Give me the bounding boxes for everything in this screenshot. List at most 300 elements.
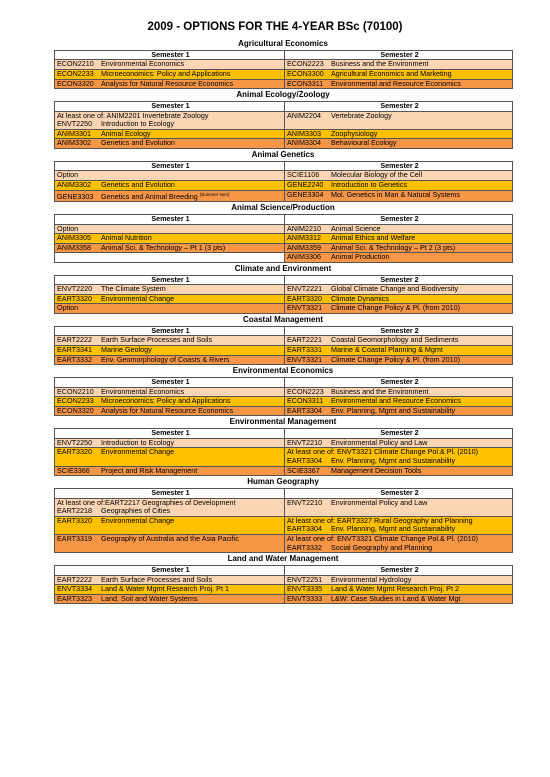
course-line	[57, 70, 284, 79]
course-title: Project and Risk Management	[101, 466, 198, 475]
course-line	[287, 336, 512, 345]
options-content	[54, 38, 512, 604]
course-code: ENVT2210	[287, 438, 323, 447]
semester-1-cell	[55, 498, 285, 516]
course-line	[287, 595, 512, 604]
section-table	[54, 275, 513, 314]
course-line	[287, 388, 512, 397]
course-line	[287, 171, 512, 180]
course-code: ENVT3335	[287, 584, 323, 594]
table-row	[55, 498, 513, 516]
table-row	[55, 594, 513, 604]
course-title: Env. Planning, Mgmt and Sustainability	[331, 455, 456, 465]
semester-2-cell	[285, 224, 513, 234]
course-title: Env. Planning, Mgmt and Sustainability	[331, 406, 456, 415]
course-title: Environmental Change	[101, 447, 175, 457]
course-title: Environmental Economics	[101, 59, 185, 69]
semester-2-cell	[285, 253, 513, 263]
table-row	[55, 438, 513, 448]
course-line	[57, 181, 284, 190]
course-title: Microeconomics: Policy and Applications	[101, 69, 231, 78]
semester-1-header: Semester 1	[55, 214, 285, 224]
course-code: ENVT2250	[57, 438, 93, 447]
course-title: Land, Soil and Water Systems	[101, 594, 198, 603]
semester-1-cell	[55, 406, 285, 416]
semester-2-header: Semester 2	[285, 378, 513, 388]
semester-2-header: Semester 2	[285, 101, 513, 111]
course-title: Environmental Change	[101, 516, 175, 525]
semester-2-header: Semester 2	[285, 565, 513, 575]
course-line	[287, 295, 512, 304]
course-code: EART3320	[57, 447, 93, 457]
semester-1-cell	[55, 534, 285, 552]
table-row	[55, 224, 513, 234]
course-title: Animal Production	[331, 252, 390, 262]
semester-2-cell	[285, 139, 513, 149]
table-header-row	[55, 101, 513, 111]
semester-1-cell	[55, 336, 285, 346]
course-title: Mol. Genetics in Man & Natural Systems	[331, 190, 461, 199]
course-title: Env. Geomorphology of Coasts & Rivers	[101, 355, 230, 364]
course-line	[287, 467, 512, 476]
course-line	[57, 244, 284, 253]
course-title: Animal Science	[331, 224, 381, 233]
course-title: Environmental Policy and Law	[331, 438, 428, 447]
section-title: Animal Ecology/Zoology	[236, 90, 330, 100]
semester-2-cell	[285, 60, 513, 70]
course-code: ANIM3305	[57, 233, 91, 243]
course-title: Land & Water Mgmt Research Proj. Pt 1	[101, 584, 229, 594]
table-row	[55, 336, 513, 346]
course-title: Animal Ethics and Welfare	[331, 233, 416, 243]
course-line	[287, 457, 512, 466]
course-line	[287, 70, 512, 79]
course-title: Introduction to Ecology	[101, 119, 175, 129]
course-line	[287, 356, 512, 365]
course-title: Business and the Environment	[331, 387, 429, 396]
course-line	[57, 80, 284, 89]
course-title: Zoophysiology	[331, 129, 378, 138]
course-line	[57, 234, 284, 243]
semester-2-cell	[285, 111, 513, 129]
course-code: ANIM3304	[287, 138, 321, 148]
course-code: ANIM3358	[57, 243, 91, 252]
semester-1-cell	[55, 594, 285, 604]
course-code: ENVT2251	[287, 575, 323, 584]
section-title: Animal Science/Production	[231, 203, 335, 213]
course-title: Genetics and Evolution	[101, 138, 175, 148]
semester-2-header: Semester 2	[285, 429, 513, 439]
semester-2-cell	[285, 397, 513, 407]
course-title: Microeconomics: Policy and Applications	[101, 396, 231, 406]
semester-2-cell	[285, 406, 513, 416]
semester-2-cell	[285, 69, 513, 79]
course-line	[287, 304, 512, 313]
semester-2-cell	[285, 534, 513, 552]
table-header-row	[55, 378, 513, 388]
course-code: SCIE1106	[287, 170, 320, 180]
table-row	[55, 60, 513, 70]
table-row	[55, 346, 513, 356]
semester-1-cell	[55, 346, 285, 356]
semester-2-cell	[285, 234, 513, 244]
semester-2-cell	[285, 243, 513, 253]
table-row	[55, 516, 513, 534]
course-code: ECON3320	[57, 79, 94, 88]
semester-1-header: Semester 1	[55, 101, 285, 111]
course-title: Animal Nutrition	[101, 233, 152, 243]
course-line: At least one of: EART3327 Rural Geography and Planning	[287, 516, 473, 525]
semester-1-cell	[55, 355, 285, 365]
course-code: ECON2223	[287, 387, 324, 396]
semester-2-cell	[285, 448, 513, 466]
section-table	[54, 565, 513, 604]
course-code: GENE3303	[57, 191, 94, 201]
course-code: GENE2240	[287, 180, 324, 189]
course-title: Environmental and Resource Economics	[331, 79, 461, 88]
section-title: Climate and Environment	[234, 263, 332, 273]
course-title: Coastal Geomorphology and Sediments	[331, 335, 459, 345]
semester-1-cell	[55, 294, 285, 304]
semester-2-cell	[285, 294, 513, 304]
course-code: ANIM3303	[287, 129, 321, 138]
course-line: At least one of: ENVT3321 Climate Change Pol.& Pl. (2010)	[287, 534, 478, 543]
table-header-row	[55, 214, 513, 224]
semester-1-cell	[55, 438, 285, 448]
table-row	[55, 171, 513, 181]
section-table	[54, 428, 513, 476]
course-code: ANIM3312	[287, 233, 321, 243]
semester-1-cell	[55, 129, 285, 139]
semester-1-cell	[55, 79, 285, 89]
semester-1-cell	[55, 387, 285, 397]
course-line	[57, 336, 284, 345]
course-line	[57, 507, 284, 516]
course-line: Option	[57, 170, 79, 180]
course-line	[287, 544, 512, 553]
table-row	[55, 79, 513, 89]
semester-2-cell	[285, 516, 513, 534]
course-title: Introduction to Genetics	[331, 180, 407, 189]
course-line	[57, 130, 284, 139]
semester-1-cell	[55, 60, 285, 70]
course-title: The Climate System	[101, 284, 166, 294]
semester-1-cell	[55, 234, 285, 244]
table-header-row	[55, 565, 513, 575]
course-line: At least one of: ANIM2201 Invertebrate Zoology	[57, 111, 209, 120]
course-line	[57, 346, 284, 355]
course-line	[287, 576, 512, 585]
section-title: Human Geography	[247, 477, 319, 487]
course-title: Geography of Australia and the Asia Pacific	[101, 534, 239, 543]
semester-2-cell	[285, 190, 513, 202]
course-title: Management Decision Tools	[331, 466, 422, 475]
course-line: At least one of:EART2217 Geographies of Development	[57, 498, 236, 507]
course-line: Option	[57, 224, 79, 233]
semester-1-header: Semester 1	[55, 326, 285, 336]
semester-1-header: Semester 1	[55, 50, 285, 60]
course-code: SCIE3366	[57, 466, 90, 475]
course-code: ANIM3302	[57, 180, 91, 189]
semester-2-cell	[285, 575, 513, 585]
course-title: Marine & Coastal Planning & Mgmt	[331, 345, 443, 355]
course-title: Environmental Hydrology	[331, 575, 412, 584]
table-row	[55, 285, 513, 295]
section-table	[54, 488, 513, 553]
semester-2-cell	[285, 498, 513, 516]
course-code: ANIM3359	[287, 243, 321, 252]
table-row	[55, 190, 513, 202]
semester-note: (Summer sem)	[199, 191, 230, 197]
course-code: SCIE3367	[287, 466, 320, 475]
section-title: Environmental Economics	[232, 366, 334, 376]
semester-2-cell	[285, 79, 513, 89]
course-line	[57, 388, 284, 397]
table-row	[55, 534, 513, 552]
course-title: Environmental and Resource Economics	[331, 396, 461, 406]
table-row	[55, 355, 513, 365]
table-row	[55, 304, 513, 314]
course-code: ECON3320	[57, 406, 94, 415]
course-line	[57, 191, 284, 202]
table-row	[55, 234, 513, 244]
semester-2-cell	[285, 171, 513, 181]
semester-1-header: Semester 1	[55, 275, 285, 285]
course-code: EART2221	[287, 335, 323, 345]
page-title: 2009 - OPTIONS FOR THE 4-YEAR BSc (70100)	[147, 21, 403, 33]
course-line	[57, 407, 284, 416]
semester-1-header: Semester 1	[55, 378, 285, 388]
semester-2-cell	[285, 594, 513, 604]
course-line	[57, 356, 284, 365]
semester-1-cell	[55, 171, 285, 181]
semester-2-cell	[285, 304, 513, 314]
table-header-row	[55, 429, 513, 439]
course-title: Genetics and Animal Breeding	[101, 191, 198, 201]
semester-1-cell	[55, 575, 285, 585]
semester-1-cell	[55, 516, 285, 534]
semester-1-cell	[55, 466, 285, 476]
course-code: ENVT3333	[287, 594, 323, 603]
course-title: Climate Change Policy & Pl. (from 2010)	[331, 355, 461, 364]
course-code: ENVT2220	[57, 284, 93, 294]
course-title: Earth Surface Processes and Soils	[101, 575, 213, 584]
course-line	[287, 234, 512, 243]
course-line	[57, 285, 284, 294]
course-line	[287, 407, 512, 416]
course-line: At least one of: ENVT3321 Climate Change Pol.& Pl. (2010)	[287, 447, 478, 457]
table-row	[55, 253, 513, 263]
course-title: Business and the Environment	[331, 59, 429, 69]
semester-1-cell	[55, 448, 285, 466]
section-table	[54, 377, 513, 416]
semester-1-cell	[55, 139, 285, 149]
course-title: Env. Planning, Mgmt and Sustainability	[331, 524, 456, 534]
course-line	[57, 120, 284, 129]
course-code: EART3304	[287, 406, 323, 415]
semester-1-header: Semester 1	[55, 488, 285, 498]
course-title: Global Climate Change and Biodiversity	[331, 284, 459, 294]
course-code: EART3332	[287, 542, 323, 552]
course-title: Land & Water Mgmt Research Proj. Pt 2	[331, 584, 459, 594]
course-title: Geographies of Cities	[101, 506, 171, 516]
semester-2-cell	[285, 180, 513, 190]
course-title: Climate Change Policy & Pl. (from 2010)	[331, 303, 461, 313]
semester-1-header: Semester 1	[55, 161, 285, 171]
course-code: ECON2233	[57, 396, 94, 406]
course-title: Behavioural Ecology	[331, 138, 397, 148]
course-line	[287, 80, 512, 89]
course-code: EART3320	[57, 516, 93, 525]
course-line	[287, 112, 512, 121]
course-title: Animal Ecology	[101, 129, 151, 138]
semester-2-cell	[285, 285, 513, 295]
course-code: EART3323	[57, 594, 93, 603]
course-title: Marine Geology	[101, 345, 152, 355]
course-code: EART3320	[57, 294, 93, 303]
course-title: Molecular Biology of the Cell	[331, 170, 423, 180]
course-code: EART3331	[287, 345, 323, 355]
section-table	[54, 326, 513, 365]
course-line	[57, 139, 284, 148]
course-title: Environmental Change	[101, 294, 175, 303]
semester-1-cell	[55, 397, 285, 407]
course-line	[287, 346, 512, 355]
course-title: Climate Dynamics	[331, 294, 389, 303]
semester-2-header: Semester 2	[285, 50, 513, 60]
course-title: Analysis for Natural Resource Economics	[101, 406, 234, 415]
semester-2-header: Semester 2	[285, 326, 513, 336]
table-row	[55, 180, 513, 190]
course-code: EART3341	[57, 345, 93, 355]
course-line	[57, 397, 284, 406]
course-code: ECON2210	[57, 59, 94, 69]
course-code: ANIM2204	[287, 111, 321, 120]
course-code: ECON3311	[287, 79, 324, 88]
table-row	[55, 575, 513, 585]
semester-2-cell	[285, 438, 513, 448]
semester-2-header: Semester 2	[285, 214, 513, 224]
table-row	[55, 448, 513, 466]
table-row	[55, 243, 513, 253]
course-code: ENVT3321	[287, 355, 323, 364]
course-code: ENVT3321	[287, 303, 323, 313]
semester-1-cell	[55, 243, 285, 253]
course-line	[287, 244, 512, 253]
semester-2-header: Semester 2	[285, 161, 513, 171]
semester-1-header: Semester 1	[55, 429, 285, 439]
semester-1-cell	[55, 585, 285, 595]
semester-1-cell	[55, 253, 285, 263]
table-header-row	[55, 161, 513, 171]
course-code: ANIM3302	[57, 138, 91, 148]
course-code: ENVT3334	[57, 584, 93, 594]
section-table	[54, 214, 513, 263]
course-line	[287, 585, 512, 594]
course-line	[287, 397, 512, 406]
table-row	[55, 111, 513, 129]
section-title: Environmental Management	[229, 417, 337, 427]
course-line	[287, 439, 512, 448]
course-code: EART3319	[57, 534, 93, 543]
semester-1-cell	[55, 111, 285, 129]
course-line	[57, 585, 284, 594]
course-code: ANIM3306	[287, 252, 321, 262]
course-title: Introduction to Ecology	[101, 438, 175, 447]
table-row	[55, 585, 513, 595]
course-line	[287, 499, 512, 508]
course-line	[287, 139, 512, 148]
course-line	[57, 595, 284, 604]
table-row	[55, 69, 513, 79]
course-line	[57, 467, 284, 476]
semester-2-cell	[285, 129, 513, 139]
section-title: Land and Water Management	[227, 554, 339, 564]
semester-1-cell	[55, 285, 285, 295]
course-line: Option	[57, 303, 79, 313]
semester-1-cell	[55, 224, 285, 234]
table-row	[55, 397, 513, 407]
course-code: EART2222	[57, 575, 93, 584]
course-line	[57, 535, 284, 544]
semester-1-cell	[55, 69, 285, 79]
section-title: Agricultural Economics	[238, 39, 328, 48]
course-title: Genetics and Evolution	[101, 180, 175, 189]
course-title: Animal Sci. & Technology – Pt 1 (3 pts)	[101, 243, 226, 252]
course-code: ECON3311	[287, 396, 324, 406]
section-title: Animal Genetics	[251, 149, 315, 159]
course-code: ANIM3301	[57, 129, 91, 138]
course-line	[287, 225, 512, 234]
course-code: EART3304	[287, 524, 323, 534]
course-line	[57, 60, 284, 69]
table-row	[55, 406, 513, 416]
table-row	[55, 139, 513, 149]
course-code: EART3320	[287, 294, 323, 303]
semester-1-cell	[55, 304, 285, 314]
semester-2-header: Semester 2	[285, 488, 513, 498]
course-code: ANIM2210	[287, 224, 321, 233]
course-code: EART3304	[287, 455, 323, 465]
course-title: Vertebrate Zoology	[331, 111, 392, 120]
semester-2-cell	[285, 585, 513, 595]
semester-2-cell	[285, 346, 513, 356]
semester-2-cell	[285, 355, 513, 365]
table-header-row	[55, 275, 513, 285]
course-line	[57, 576, 284, 585]
course-code: ECON2210	[57, 387, 94, 396]
section-table	[54, 101, 513, 149]
table-row	[55, 466, 513, 476]
semester-1-header: Semester 1	[55, 565, 285, 575]
course-line	[57, 253, 284, 262]
course-line	[287, 525, 512, 534]
semester-1-cell	[55, 180, 285, 190]
course-code: ENVT2210	[287, 498, 323, 507]
table-header-row	[55, 326, 513, 336]
course-code: ENVT2250	[57, 119, 93, 129]
table-row	[55, 294, 513, 304]
course-title: Animal Sci. & Technology – Pt 2 (3 pts)	[331, 243, 456, 252]
table-header-row	[55, 488, 513, 498]
course-title: L&W: Case Studies in Land & Water Mgt	[331, 594, 461, 603]
course-line	[287, 253, 512, 262]
semester-2-cell	[285, 466, 513, 476]
course-line	[57, 295, 284, 304]
course-code: ECON2233	[57, 69, 94, 78]
semester-2-cell	[285, 336, 513, 346]
course-line	[287, 285, 512, 294]
